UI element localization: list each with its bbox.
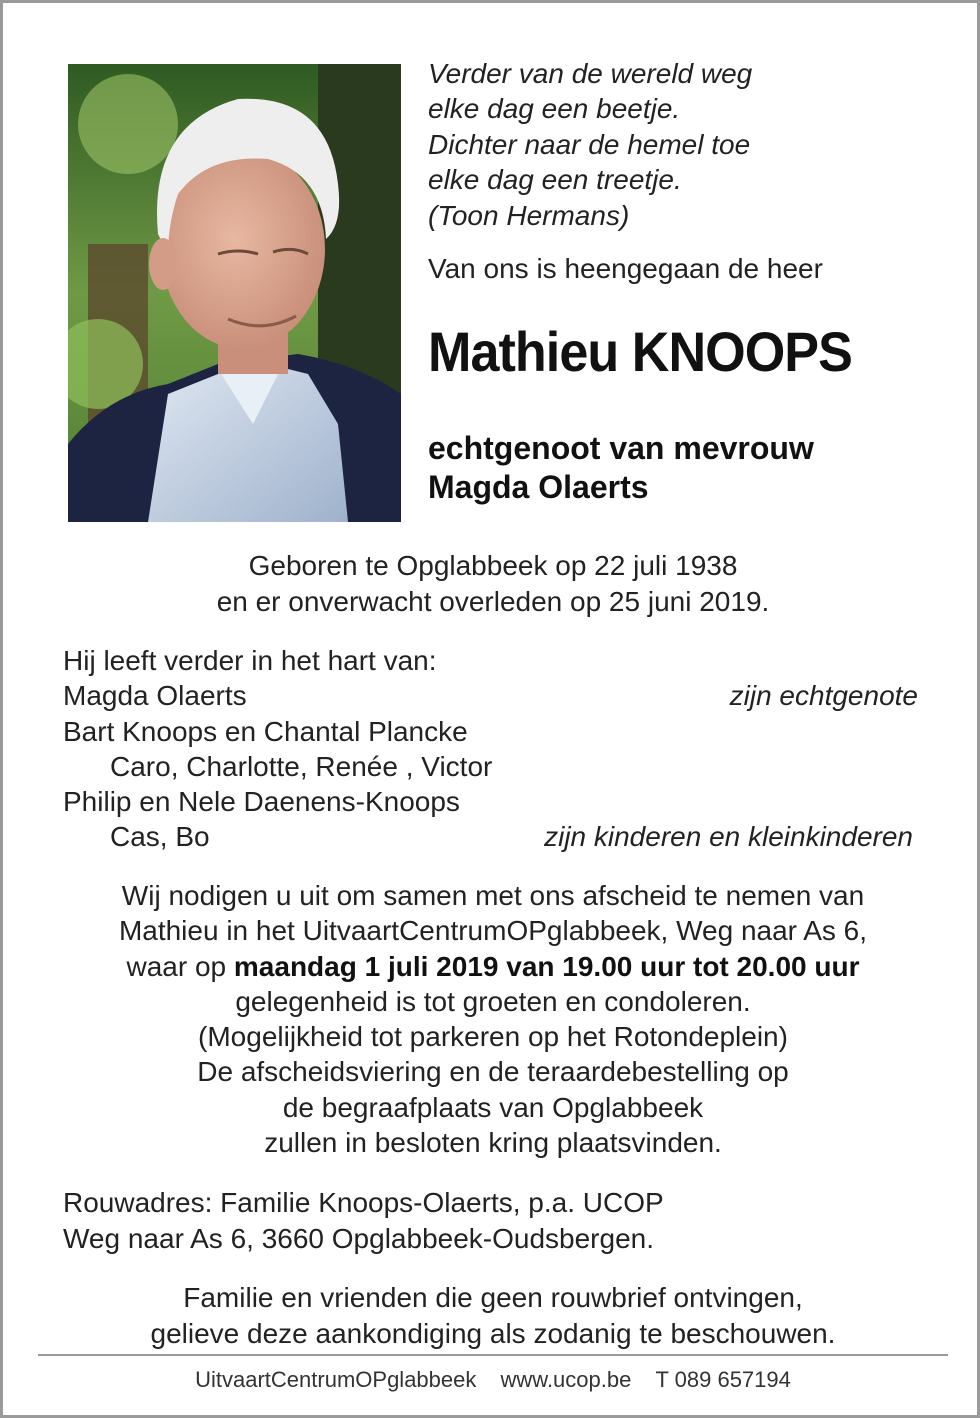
survivor-name: Philip en Nele Daenens-Knoops xyxy=(63,786,460,818)
footer-divider xyxy=(38,1354,948,1356)
invitation-prefix: waar op xyxy=(126,950,234,982)
poem-line: elke dag een beetje. xyxy=(428,93,681,125)
footer xyxy=(3,1365,980,1395)
invitation-line: gelegenheid is tot groeten en condoleren. xyxy=(235,985,751,1017)
poem xyxy=(428,56,948,233)
invitation xyxy=(3,878,980,1160)
death-line: en er onverwacht overleden op 25 juni 2019. xyxy=(216,585,770,617)
mourning-address xyxy=(63,1185,664,1256)
closing-line: gelieve deze aankondiging als zodanig te beschouwen. xyxy=(150,1317,836,1349)
intro-text: Van ons is heengegaan de heer xyxy=(428,253,823,284)
address-line: Weg naar As 6, 3660 Opglabbeek-Oudsbergen. xyxy=(63,1222,654,1254)
spouse-info xyxy=(428,429,814,507)
survivor-row xyxy=(63,819,933,854)
address-line: Rouwadres: Familie Knoops-Olaerts, p.a. UCOP xyxy=(63,1187,664,1218)
deceased-name: Mathieu KNOOPS xyxy=(428,320,852,383)
survivor-name: Bart Knoops en Chantal Plancke xyxy=(63,715,468,747)
survivor-grandchildren: Caro, Charlotte, Renée , Victor xyxy=(110,750,493,782)
spouse-name: Magda Olaerts xyxy=(428,469,649,505)
survivor-row xyxy=(63,714,933,749)
survivors-heading: Hij leeft verder in het hart van: xyxy=(63,645,437,676)
poem-line: Verder van de wereld weg xyxy=(428,58,753,89)
portrait-illustration xyxy=(68,64,401,522)
spouse-line: echtgenoot van mevrouw xyxy=(428,430,814,466)
birth-death-info xyxy=(3,548,980,619)
invitation-line: Wij nodigen u uit om samen met ons afscheid te nemen van xyxy=(121,880,865,911)
footer-phone: T 089 657194 xyxy=(655,1367,791,1392)
invitation-line: de begraafplaats van Opglabbeek xyxy=(282,1091,704,1123)
poem-line: elke dag een treetje. xyxy=(428,164,682,196)
poem-line: Dichter naar de hemel toe xyxy=(428,128,751,160)
invitation-line: (Mogelijkheid tot parkeren op het Rotondeplein) xyxy=(198,1021,788,1053)
survivor-row xyxy=(63,678,933,713)
survivor-grandchildren: Cas, Bo xyxy=(110,821,210,853)
closing-note xyxy=(3,1280,980,1351)
survivor-role: zijn kinderen en kleinkinderen xyxy=(544,821,913,853)
invitation-line: Mathieu in het UitvaartCentrumOPglabbeek, Weg naar As 6, xyxy=(118,915,868,947)
survivors-list xyxy=(63,643,933,855)
portrait-photo xyxy=(68,64,401,522)
visitation-time: maandag 1 juli 2019 van 19.00 uur tot 20.00 uur xyxy=(233,950,860,982)
survivor-row xyxy=(63,749,933,784)
survivor-row xyxy=(63,784,933,819)
birth-line: Geboren te Opglabbeek op 22 juli 1938 xyxy=(248,550,738,581)
survivor-role: zijn echtgenote xyxy=(729,680,918,712)
invitation-line: De afscheidsviering en de teraardebestelling op xyxy=(197,1056,789,1088)
footer-company: UitvaartCentrumOPglabbeek xyxy=(195,1367,477,1392)
invitation-line xyxy=(3,949,980,984)
survivors-heading-row xyxy=(63,643,933,678)
survivor-name: Magda Olaerts xyxy=(63,680,247,712)
poem-author: (Toon Hermans) xyxy=(428,199,630,231)
closing-line: Familie en vrienden die geen rouwbrief ontvingen, xyxy=(183,1282,803,1313)
invitation-line: zullen in besloten kring plaatsvinden. xyxy=(264,1127,722,1159)
footer-website[interactable]: www.ucop.be xyxy=(500,1367,632,1392)
